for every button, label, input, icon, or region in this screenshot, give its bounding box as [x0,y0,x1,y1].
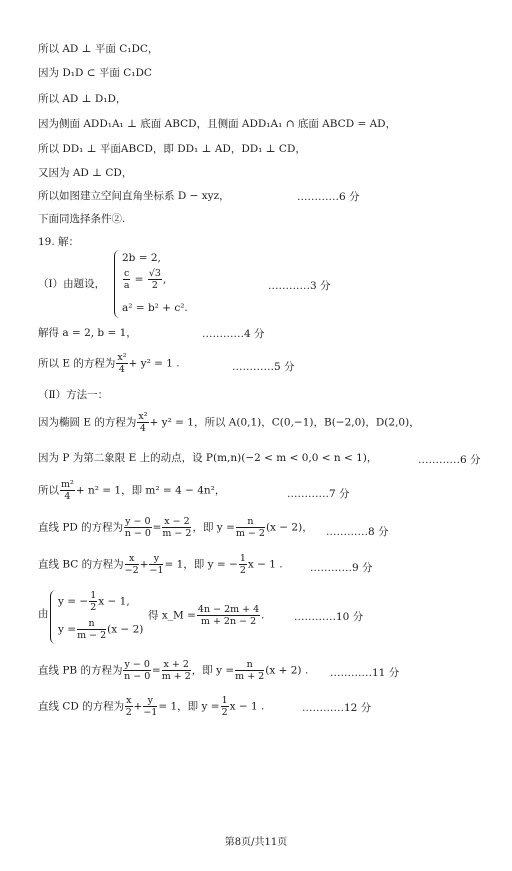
text-line: 因为椭圆 E 的方程为 $\frac{\text{x²}}{4}$ + y² = 1，所以 A(0,1)，C(0,−1)，B(−2,0)，D(2,0)， [38,411,420,434]
fraction: $\frac{n}{m - 2}$ [77,618,107,641]
text-line: 所以如图建立空间直角坐标系 D − xyz， [38,190,230,202]
text-line: 所以 $\frac{\text{m²}}{4}$ + n² = 1，即 m² = 4 − 4n²， [38,479,226,502]
score-marker: …………7 分 [287,488,350,500]
fraction: $\frac{n}{m + 2}$ [235,659,265,682]
text-line: 又因为 AD ⊥ CD， [38,167,133,179]
fraction: $\frac{n}{m - 2}$ [235,516,265,539]
page-footer: 第8页/共11页 [224,837,288,848]
text-line: 下面同选择条件②. [38,213,126,225]
system-row: y = $\frac{n}{m - 2}$ (x − 2) [58,618,144,641]
text-line: 得 x_M = $\frac{4n - 2m + 4}{m + 2n - 2}$ . [148,604,265,627]
fraction: $\frac{\text{m²}}{4}$ [61,479,74,502]
text-line: 所以 AD ⊥ 平面 C₁DC， [38,43,159,55]
fraction: $\frac{y}{-1}$ [149,553,164,576]
system-row: 2b = 2, [122,252,161,264]
score-marker: …………6 分 [418,454,481,466]
text-line: 所以 AD ⊥ D₁D， [38,93,127,105]
fraction: $\frac{x + 2}{m + 2}$ [161,659,191,682]
fraction: $\frac{1}{2}$ [221,695,228,718]
fraction: $\frac{x}{2}$ [125,695,132,718]
equation-system [114,250,234,318]
text-line: 直线 PD 的方程为 $\frac{y - 0}{n - 0}$ = $\frac{x - 2}{m - 2}$ ，即 y = $\frac{n}{m - 2}$ (x − 2)， [38,516,313,539]
fraction: $\frac{1}{2}$ [239,553,246,576]
fraction: $\frac{x}{-2}$ [124,553,139,576]
system-row: $\frac{c}{a}$ = $\frac{√3}{2}$ , [123,268,167,291]
fraction: $\frac{\text{x²}}{4}$ [117,352,127,375]
fraction: $\frac{x - 2}{m - 2}$ [162,516,192,539]
fraction: $\frac{1}{2}$ [90,590,97,613]
question-number: 19. 解： [38,236,80,248]
fraction: $\frac{c}{a}$ [123,268,130,291]
score-marker: …………6 分 [297,191,360,203]
score-marker: …………9 分 [310,562,373,574]
text-line: 因为侧面 ADD₁A₁ ⊥ 底面 ABCD，且侧面 ADD₁A₁ ∩ 底面 ABCD = AD， [38,118,397,130]
text-line: 由 [38,608,49,620]
fraction: $\frac{\text{x²}}{4}$ [138,411,148,434]
score-marker: …………4 分 [202,328,265,340]
fraction: $\frac{4n - 2m + 4}{m + 2n - 2}$ [197,604,260,627]
equation-system [50,590,144,644]
system-row: a² = b² + c². [122,302,188,314]
system-row: y = − $\frac{1}{2}$ x − 1, [58,590,130,613]
text-line: 直线 PB 的方程为 $\frac{y - 0}{n - 0}$ = $\frac{x + 2}{m + 2}$ ，即 y = $\frac{n}{m + 2}$ (x + 2) . [38,659,309,682]
text-line: 解得 a = 2, b = 1， [38,327,137,339]
text-line: 因为 P 为第二象限 E 上的动点，设 P(m,n)(−2 < m < 0,0 < n < 1)， [38,452,378,464]
text-line: 直线 CD 的方程为 $\frac{x}{2}$ + $\frac{y}{-1}$ = 1，即 y = $\frac{1}{2}$ x − 1 . [38,695,265,718]
fraction: $\frac{√3}{2}$ [148,268,161,291]
text-line: 所以 DD₁ ⊥ 平面ABCD，即 DD₁ ⊥ AD，DD₁ ⊥ CD， [38,143,306,155]
score-marker: …………8 分 [326,526,389,538]
score-marker: …………5 分 [232,361,295,373]
score-marker: …………12 分 [302,702,372,714]
fraction: $\frac{y - 0}{n - 0}$ [124,516,151,539]
fraction: $\frac{y}{-1}$ [143,695,158,718]
score-marker: …………3 分 [268,280,331,292]
text-line: （Ⅰ）由题设， [38,278,106,290]
text-line: 直线 BC 的方程为 $\frac{x}{-2}$ + $\frac{y}{-1}$ = 1，即 y = − $\frac{1}{2}$ x − 1 . [38,553,283,576]
brace [114,250,121,318]
fraction: $\frac{y - 0}{n - 0}$ [124,659,151,682]
score-marker: …………11 分 [330,667,400,679]
text-line: （Ⅱ）方法一： [38,389,109,401]
text-line: 所以 E 的方程为 $\frac{\text{x²}}{4}$ + y² = 1 . [38,352,180,375]
score-marker: …………10 分 [294,611,364,623]
text-line: 因为 D₁D ⊂ 平面 C₁DC [38,67,152,79]
brace [50,590,57,644]
